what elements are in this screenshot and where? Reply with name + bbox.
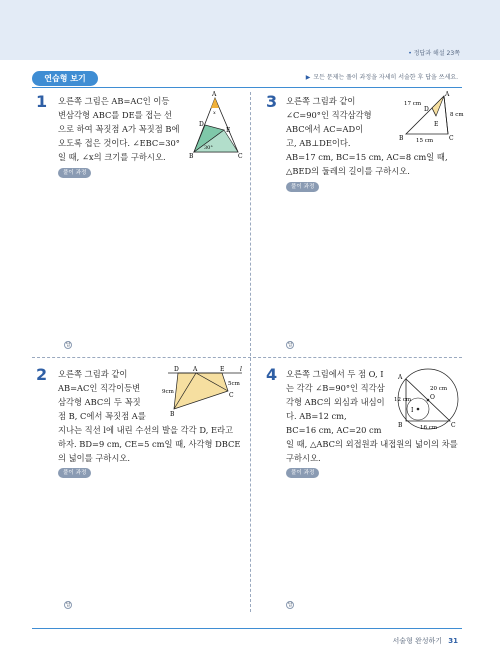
question-text: 오른쪽 그림은 AB=AC인 이등 변삼각형 ABC를 DE를 접는 선 으로 하여 꼭짓점 A가 꼭짓점 B에 오도록 접은 것이다. ∠EBC=30° 일 때, ∠x의 크기를 구하시오. xyxy=(58,96,180,162)
figure-label: 5cm xyxy=(228,381,240,387)
question-text: 오른쪽 그림과 같이 ∠C=90°인 직각삼각형 ABC에서 AC=AD이 고, AB⊥DE이다. AB=17 cm, BC=15 cm, AC=8 cm일 때, △BED의 둘레의 길이를 구하시오. xyxy=(286,96,448,176)
figure-label: 20 cm xyxy=(430,386,448,392)
figure-label: B xyxy=(399,135,404,142)
figure-label: B xyxy=(398,422,403,429)
question-number: 2 xyxy=(36,365,48,384)
figure-label: B xyxy=(170,411,175,418)
figure-label: O xyxy=(430,394,435,401)
figure-label: l xyxy=(240,366,242,373)
question-figure xyxy=(162,365,246,417)
figure-label: A xyxy=(445,91,450,98)
answer-mark: 답 xyxy=(287,342,293,348)
figure-label: 9cm xyxy=(162,389,174,395)
figure-label: D xyxy=(199,121,204,128)
figure-label: C xyxy=(238,153,243,160)
triangle-bullet-icon: ▶ xyxy=(305,74,311,81)
figure-label: 16 cm xyxy=(420,425,438,431)
section-badge: 연습형 보기 xyxy=(32,71,98,86)
answer-reference: • 정답과 해설 23쪽 xyxy=(408,50,460,57)
question-number: 3 xyxy=(266,92,278,111)
figure-label: I xyxy=(411,407,414,414)
figure-label: 17 cm xyxy=(404,101,422,107)
figure-label: x xyxy=(213,110,216,116)
page-number: 31 xyxy=(448,637,458,645)
figure-label: C xyxy=(229,392,234,399)
figure-label: A xyxy=(193,366,198,373)
figure-label: B xyxy=(189,153,194,160)
page-footer xyxy=(392,636,458,646)
figure-label: E xyxy=(226,127,231,134)
figure-label: A xyxy=(398,374,403,381)
footer-title: 서술형 완성하기 xyxy=(392,637,443,645)
instruction-text: ▶ 모든 문제는 풀이 과정을 자세히 서술한 후 답을 쓰세요. xyxy=(305,74,458,81)
question-text: 오른쪽 그림과 같이 AB=AC인 직각이등변 삼각형 ABC의 두 꼭짓 점 B, C에서 꼭짓점 A를 지나는 직선 l에 내린 수선의 발을 각각 D, E라고 하자. BD=9 cm, CE=5 cm일 때, 사각형 DBCE 의 넓이를 구하시오. xyxy=(58,369,241,463)
figure-label: E xyxy=(220,366,225,373)
question-number: 4 xyxy=(266,365,278,384)
footer-rule xyxy=(32,628,462,629)
question-figure xyxy=(394,363,464,433)
figure-label: C xyxy=(451,422,456,429)
figure-label: 15 cm xyxy=(416,138,434,144)
figure-label: C xyxy=(449,135,454,142)
figure-label: 8 cm xyxy=(450,112,464,118)
solution-tag: 풀이 과정 xyxy=(58,468,91,478)
question-figure xyxy=(188,92,248,162)
figure-label: 30° xyxy=(204,145,213,151)
header-rule xyxy=(32,87,462,88)
question-text: 오른쪽 그림에서 두 점 O, I 는 각각 ∠B=90°인 직각삼 각형 ABC의 외심과 내심이 다. AB=12 cm, BC=16 cm, AC=20 cm 일 때, △ABC의 외접원과 내접원의 넓이의 차를 구하시오. xyxy=(286,369,458,463)
row-divider xyxy=(32,357,462,358)
answer-mark: 답 xyxy=(287,602,293,608)
figure-label: D xyxy=(424,106,429,113)
solution-tag: 풀이 과정 xyxy=(286,468,319,478)
figure-label: E xyxy=(434,121,439,128)
solution-tag: 풀이 과정 xyxy=(286,182,319,192)
answer-mark: 답 xyxy=(65,602,71,608)
figure-label: 12 cm xyxy=(394,397,412,403)
figure-label: A xyxy=(212,91,217,98)
question-figure xyxy=(396,92,462,144)
answer-mark: 답 xyxy=(65,342,71,348)
solution-tag: 풀이 과정 xyxy=(58,168,91,178)
figure-label: D xyxy=(174,366,179,373)
question-number: 1 xyxy=(36,92,48,111)
column-divider xyxy=(250,92,251,612)
